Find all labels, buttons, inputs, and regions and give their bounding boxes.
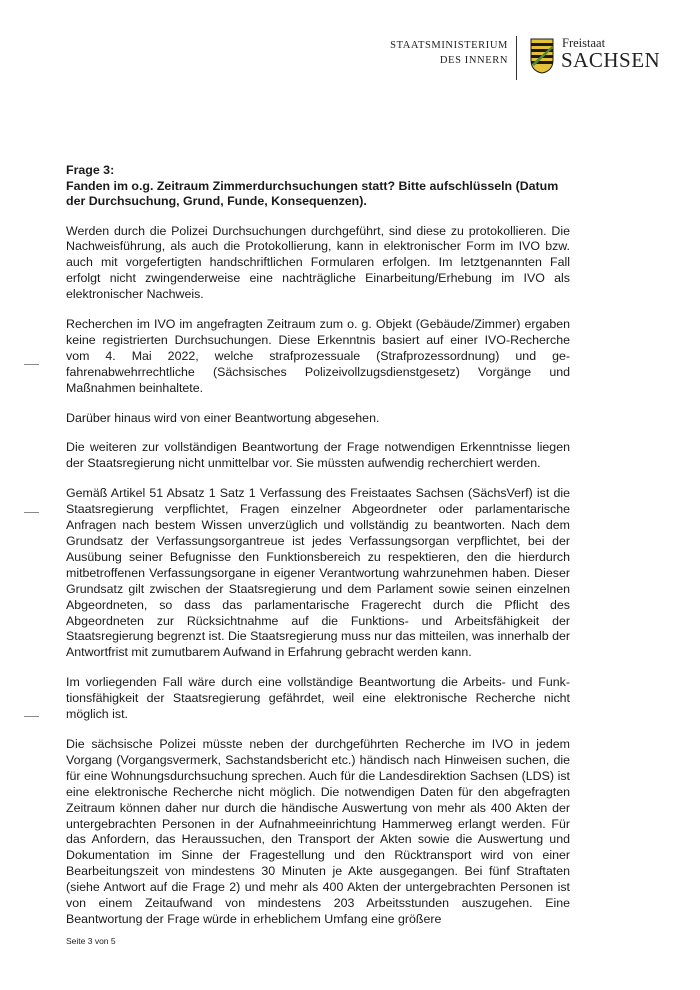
paragraph-effort: Die sächsische Polizei müsste neben der durchgeführten Recherche im IVO in jedem Vorgang (Vorgangsvermerk, Sachstandsbericht etc.) händisch nach Hinweisen suchen, die für eine Wohnungsdurchsuchung sprechen. Auch für die Landesdirektion Sachsen (LDS) ist eine elektronische Recherche nicht möglich. Die notwendigen Daten für den abgefragten Zeitraum können daher nur durch die händische Auswertung von mehr als 400 Akten der untergebrachten Personen in der Aufnahmeeinrichtung Hammerweg erlangt werden. Für das Anfordern, das Heraussuchen, den Transport der Akten sowie die Auswertung und Dokumentation im Sinne der Fragestellung und den Rücktransport wird von einer Bearbeitungszeit von mindestens 30 Minuten je Akte ausgegangen. Bei fünf Straftaten (siehe Antwort auf die Frage 2) und mehr als 400 Akten der untergebrachten Personen ist von einem Zeitaufwand von mindestens 203 Arbeitsstunden auszugehen. Eine Beantwortung der Frage würde in erheblichem Umfang eine größere — [66, 736, 570, 926]
letterhead — [390, 36, 690, 86]
paragraph-refusal: Darüber hinaus wird von einer Beantwortung abgesehen. — [66, 410, 380, 425]
margin-mark — [24, 512, 39, 513]
state-label-small: Freistaat — [562, 36, 606, 50]
paragraph-further-findings: Die weiteren zur vollständigen Beantwortung der Frage notwendigen Erkenntnisse liegen der Staatsregierung nicht unmittelbar vor. Sie müssten aufwendig recherchiert werden. — [66, 440, 570, 471]
margin-mark — [24, 364, 39, 365]
state-label-large: SACHSEN — [561, 48, 661, 72]
margin-mark — [24, 716, 39, 717]
paragraph-protocol: Werden durch die Polizei Durchsuchungen durchgeführt, sind diese zu protokollieren. Die Nachweisführung, als auch die Protokollierung, kann in elektronischer Form im IVO bzw. auch mit vorgefertigten handschriftlichen Formularen erfolgen. Im letztgenannten Fall erfolgt nicht zwingenderweise eine nachträgliche Einarbeitung/Erhebung im IVO als elektronischer Nachweis. — [66, 223, 570, 302]
ministry-line-1: STAATSMINISTERIUM — [390, 40, 508, 51]
page-number: Seite 3 von 5 — [66, 936, 116, 946]
paragraph-legal-basis: Gemäß Artikel 51 Absatz 1 Satz 1 Verfassung des Freistaates Sachsen (SächsVerf) ist die Staatsregierung verpflichtet, Fragen einzelner Abgeordneter oder parlamentarische Anfragen nach bestem Wissen unverzüglich und vollständig zu beantworten. Nach dem Grundsatz der Verfassungsorgantreue ist jedes Verfassungsorgan verpflichtet, bei der Ausübung seiner Befugnisse den Funktionsbereich zu respektieren, den die hierdurch mitbetroffenen Verfassungsorgane in eigener Verantwortung wahrzunehmen haben. Dieser Grundsatz gilt zwischen der Staatsregierung und dem Parlament sowie seinen einzelnen Abgeordneten, so dass das parlamentarische Fragerecht durch die Pflicht des Abgeordneten zur Rücksichtnahme auf die Funktions- und Arbeitsfähigkeit der Staatsregierung begrenzt ist. Die Staatsregierung muss nur das mitteilen, was innerhalb der Antwortfrist mit zumutbarem Aufwand in Erfahrung gebracht werden kann. — [66, 486, 570, 660]
question-text: Fanden im o.g. Zeitraum Zimmerdurchsuchungen statt? Bitte aufschlüsseln (Datum der Durchsuchung, Grund, Funde, Konsequenzen). — [66, 178, 559, 208]
paragraph-functionality: Im vorliegenden Fall wäre durch eine vollständige Beantwortung die Arbeits- und Funktionsfähigkeit der Staatsregierung gefährdet, weil eine elektronische Recherche nicht möglich ist. — [66, 675, 570, 722]
question-title: Frage 3: — [66, 163, 115, 177]
ministry-name — [390, 38, 508, 68]
letterhead-divider — [516, 36, 517, 80]
ministry-line-2: DES INNERN — [439, 55, 508, 66]
saxony-coat-of-arms-icon — [530, 38, 554, 74]
document-body — [66, 163, 570, 942]
paragraph-research: Recherchen im IVO im angefragten Zeitraum zum o. g. Objekt (Gebäude/Zimmer) ergaben keine registrierten Durchsuchungen. Diese Erkenntnis basiert auf einer IVO-Recherche vom 4. Mai 2022, welche strafprozessuale (Strafprozessordnung) und gefahrenabwehrrechtliche (Sächsisches Polizeivollzugsdienstgesetz) Vorgänge und Maßnahmen beinhaltete. — [66, 317, 570, 395]
